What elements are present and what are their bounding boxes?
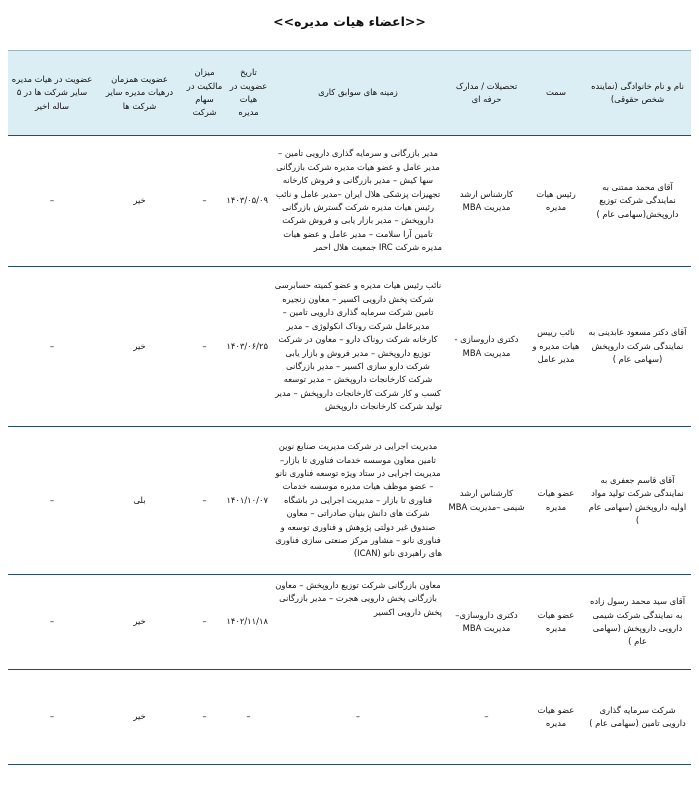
member-position: عضو هیات مدیره (528, 427, 584, 575)
header-education: تحصیلات / مدارک حرفه ای (445, 51, 528, 136)
member-ownership: – (183, 575, 226, 670)
member-appointment-date: ۱۴۰۳/۰۶/۲۵ (226, 267, 271, 427)
member-appointment-date: ۱۴۰۲/۱۱/۱۸ (226, 575, 271, 670)
table-header-row (8, 51, 691, 136)
member-position: عضو هیات مدیره (528, 670, 584, 765)
member-ownership: – (183, 267, 226, 427)
member-history: – (271, 670, 445, 765)
member-ownership: – (183, 427, 226, 575)
member-concurrent: خیر (96, 670, 183, 765)
header-concurrent: عضویت همزمان درهیات مدیره سایر شرکت ها (96, 51, 183, 136)
member-education: کارشناس ارشد شیمی –مدیریت MBA (445, 427, 528, 575)
member-position: عضو هیات مدیره (528, 575, 584, 670)
member-history: مدیر بازرگانی و سرمایه گذاری دارویی تامین – مدیر عامل و عضو هیات مدیره شرکت بازرگانی سها کیش – مدیر بازرگانی و فروش کارخانه تجهیزات پزشکی هلال ایران –مدیر عامل و نائب رئیس هیات مدیره شرکت گسترش بازرگانی داروپخش – مدیر بازار یابی و فروش شرکت تامین آرا سلامت – مدیر عامل و عضو هیات مدیره شرکت IRC جمعیت هلال احمر (271, 136, 445, 267)
member-ownership: – (183, 136, 226, 267)
member-past-membership: – (8, 670, 96, 765)
member-position: نائب رییس هیات مدیره و مدیر عامل (528, 267, 584, 427)
table-row (8, 427, 691, 575)
member-position: رئیس هیات مدیره (528, 136, 584, 267)
member-past-membership: – (8, 136, 96, 267)
member-appointment-date: ۱۴۰۱/۱۰/۰۷ (226, 427, 271, 575)
header-past-membership: عضویت در هیات مدیره سایر شرکت ها در ۵ ساله اخیر (8, 51, 96, 136)
member-past-membership: – (8, 575, 96, 670)
member-education: دکتری داروسازی– مدیریت MBA (445, 575, 528, 670)
member-appointment-date: – (226, 670, 271, 765)
header-history: زمینه های سوابق کاری (271, 51, 445, 136)
table-row (8, 136, 691, 267)
header-name: نام و نام خانوادگی (نماینده شخص حقوقی) (584, 51, 691, 136)
member-name: آقای سید محمد رسول زاده به نمایندگی شرکت شیمی دارویی داروپخش (سهامی عام ) (584, 575, 691, 670)
member-name: آقای محمد ممتنی به نمایندگی شرکت توزیع داروپخش(سهامی عام ) (584, 136, 691, 267)
member-education: – (445, 670, 528, 765)
board-members-table (8, 50, 691, 765)
member-history: نائب رئیس هیات مدیره و عضو کمیته حسابرسی شرکت پخش دارویی اکسیر – معاون زنجیره تامین شرکت سرمایه گذاری دارویی تامین – مدیرعامل شرکت روناک انکولوژی – مدیر کارخانه شرکت روناک دارو – معاون در شرکت توزیع داروپخش – مدیر فروش و بازار یابی شرکت دارو سازی اکسیر – مدیر بازرگانی شرکت کارخانجات داروپخش – مدیر توسعه کسب و کار شرکت کارخانجات داروپخش – مدیر تولید شرکت کارخانجات داروپخش (271, 267, 445, 427)
member-education: کارشناس ارشد مدیریت MBA (445, 136, 528, 267)
member-concurrent: خیر (96, 575, 183, 670)
table-row (8, 670, 691, 765)
member-name: آقای دکتر مسعود عابدینی به نمایندگی شرکت داروپخش (سهامی عام ) (584, 267, 691, 427)
page-title: <<اعضاء هیات مدیره>> (273, 14, 426, 29)
member-concurrent: خیر (96, 136, 183, 267)
member-concurrent: خیر (96, 267, 183, 427)
table-row (8, 267, 691, 427)
table-row (8, 575, 691, 670)
header-ownership: میزان مالکیت در سهام شرکت (183, 51, 226, 136)
member-history: مدیریت اجرایی در شرکت مدیریت صنایع نوین تامین معاون موسسه خدمات فناوری تا بازار– مدیریت اجرایی در ستاد ویژه توسعه فناوری نانو – عضو موظف هیات مدیره موسسه خدمات فناوری تا بازار – مدیریت اجرایی در باشگاه شرکت های دانش بنیان صادراتی – معاون صندوق غیر دولتی پژوهش و فناوری توسعه و فناوری نانو – مشاور مرکز صنعتی سازی فناوری های راهبردی نانو (ICAN) (271, 427, 445, 575)
member-ownership: – (183, 670, 226, 765)
member-name: آقای قاسم جعفری به نمایندگی شرکت تولید مواد اولیه داروپخش (سهامی عام ) (584, 427, 691, 575)
member-education: دکتری داروسازی - مدیریت MBA (445, 267, 528, 427)
member-past-membership: – (8, 267, 96, 427)
member-name: شرکت سرمایه گذاری دارویی تامین (سهامی عام ) (584, 670, 691, 765)
member-history: معاون بازرگانی شرکت توزیع داروپخش – معاون بازرگانی پخش دارویی هجرت – مدیر بازرگانی پخش دارویی اکسیر (271, 575, 445, 670)
header-appointment-date: تاریخ عضویت در هیات مدیره (226, 51, 271, 136)
member-appointment-date: ۱۴۰۳/۰۵/۰۹ (226, 136, 271, 267)
header-position: سمت (528, 51, 584, 136)
member-past-membership: – (8, 427, 96, 575)
member-concurrent: بلی (96, 427, 183, 575)
